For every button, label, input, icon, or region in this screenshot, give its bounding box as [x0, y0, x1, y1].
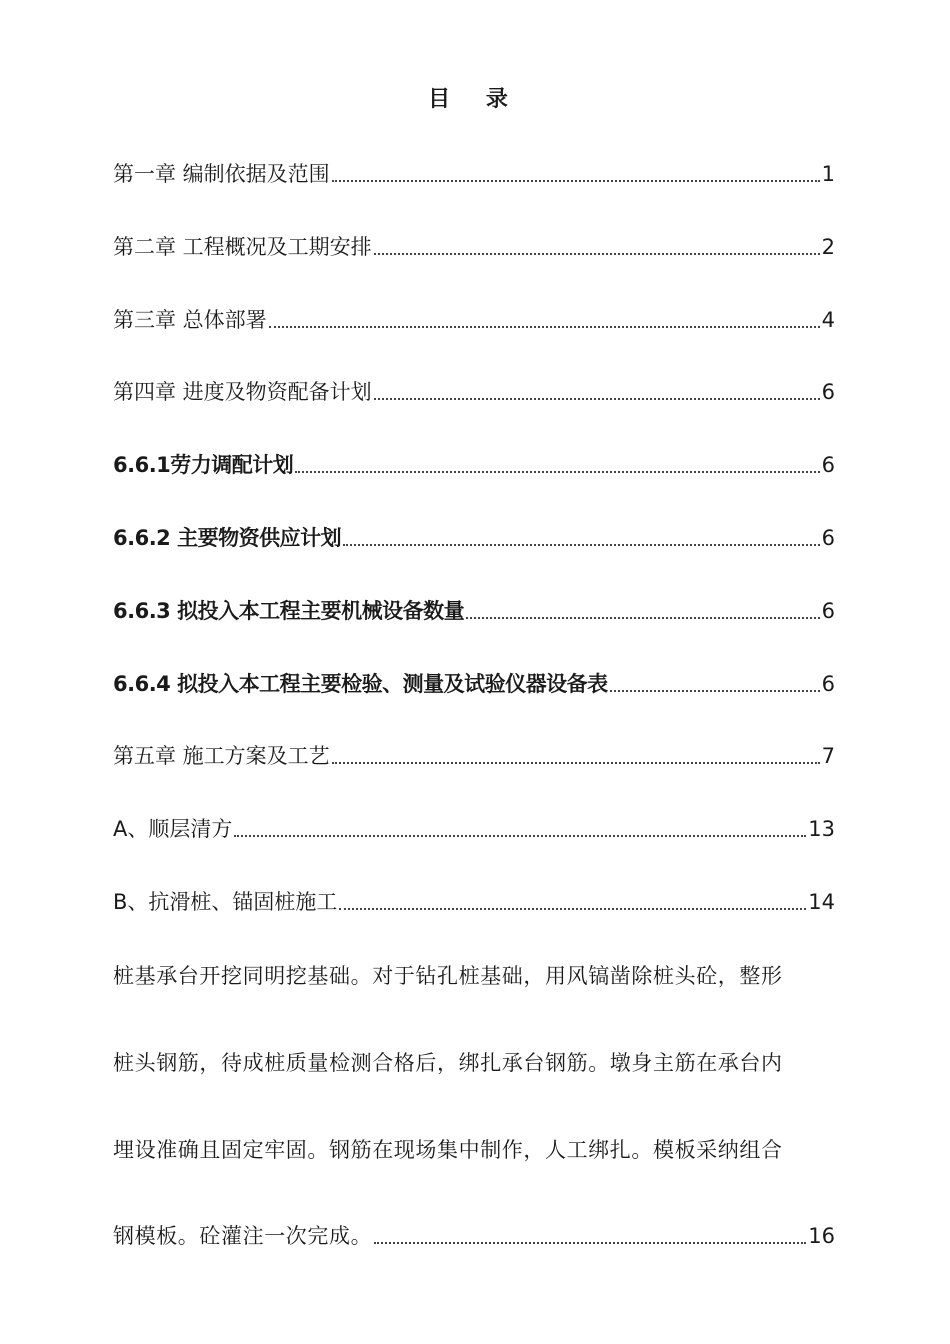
paragraph-line: 桩头钢筋，待成桩质量检测合格后，绑扎承台钢筋。墩身主筋在承台内 [113, 1051, 783, 1075]
toc-entry-text: 第五章 施工方案及工艺 [113, 744, 330, 768]
dot-leader [374, 397, 820, 400]
toc-page-number: 16 [808, 1224, 835, 1248]
toc-entry-6-6-4[interactable] [113, 668, 835, 700]
toc-entry-text: 第二章 工程概况及工期安排 [113, 235, 372, 259]
dot-leader [295, 470, 819, 473]
toc-entry-text: A、顺层清方 [113, 817, 233, 841]
toc-page-number: 6 [821, 672, 835, 696]
toc-entry-chapter-5[interactable] [113, 740, 835, 772]
toc-entry-text: 第四章 进度及物资配备计划 [113, 380, 372, 404]
toc-entry-6-6-1[interactable] [113, 449, 835, 481]
toc-entry-section-b[interactable] [113, 886, 835, 918]
toc-entry-6-6-3[interactable] [113, 595, 835, 627]
toc-entry-text: B、抗滑桩、锚固桩施工 [113, 890, 338, 914]
toc-entry-chapter-4[interactable] [113, 376, 835, 408]
toc-entry-chapter-1[interactable] [113, 158, 835, 190]
toc-page-number: 14 [808, 890, 835, 914]
dot-leader [269, 325, 820, 328]
toc-entry-chapter-3[interactable] [113, 304, 835, 336]
toc-page-number: 13 [808, 817, 835, 841]
toc-page-number: 6 [821, 380, 835, 404]
dot-leader [610, 689, 820, 692]
dot-leader [343, 543, 820, 546]
toc-entry-text: 6.6.1劳力调配计划 [113, 453, 294, 477]
toc-page-number: 6 [821, 453, 835, 477]
dot-leader [374, 1241, 806, 1244]
toc-entry-text: 钢模板。砼灌注一次完成。 [113, 1224, 373, 1248]
paragraph-line: 埋设准确且固定牢固。钢筋在现场集中制作，人工绑扎。模板采纳组合 [113, 1138, 783, 1162]
toc-entry-6-6-2[interactable] [113, 522, 835, 554]
toc-page-number: 6 [821, 526, 835, 550]
paragraph-line: 桩基承台开挖同明挖基础。对于钻孔桩基础，用风镐凿除桩头砼，整形 [113, 964, 783, 988]
toc-entry-chapter-2[interactable] [113, 231, 835, 263]
toc-entry-text: 第一章 编制依据及范围 [113, 162, 330, 186]
dot-leader [332, 761, 820, 764]
dot-leader [374, 252, 820, 255]
toc-entry-text: 6.6.2 主要物资供应计划 [113, 526, 342, 550]
toc-page-number: 7 [821, 744, 835, 768]
dot-leader [332, 179, 820, 182]
dot-leader [339, 907, 806, 910]
toc-page-number: 4 [821, 308, 835, 332]
toc-page-number: 2 [821, 235, 835, 259]
toc-entry-text: 6.6.4 拟投入本工程主要检验、测量及试验仪器设备表 [113, 672, 608, 696]
toc-entry-text: 第三章 总体部署 [113, 308, 267, 332]
toc-entry-paragraph-end[interactable] [113, 1220, 835, 1252]
toc-entry-section-a[interactable] [113, 813, 835, 845]
dot-leader [234, 834, 806, 837]
toc-entry-text: 6.6.3 拟投入本工程主要机械设备数量 [113, 599, 465, 623]
toc-page-number: 6 [821, 599, 835, 623]
toc-page-number: 1 [821, 162, 835, 186]
toc-title: 目 录 [428, 87, 522, 112]
dot-leader [466, 616, 820, 619]
